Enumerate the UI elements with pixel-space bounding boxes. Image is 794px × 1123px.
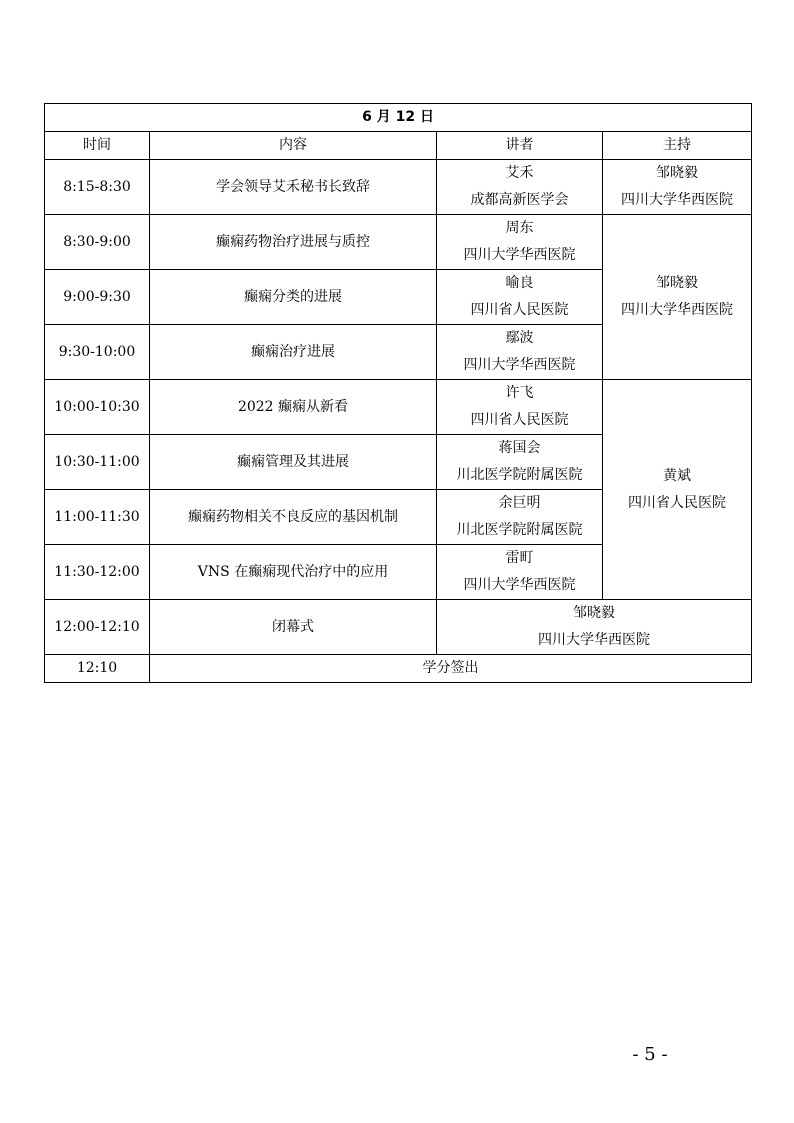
time-cell: 11:00-11:30 xyxy=(45,490,150,545)
page-number: - 5 - xyxy=(632,1044,668,1065)
topic-cell: 学分签出 xyxy=(150,655,752,683)
table-row xyxy=(45,380,752,435)
time-cell: 12:10 xyxy=(45,655,150,683)
date-title: 6 月 12 日 xyxy=(45,104,752,132)
host-cell xyxy=(603,160,752,215)
speaker-host-cell xyxy=(437,600,752,655)
speaker-name: 许飞 xyxy=(505,385,534,401)
speaker-org: 四川大学华西医院 xyxy=(463,577,576,593)
speaker-name: 周东 xyxy=(505,220,534,236)
speaker-cell xyxy=(437,270,603,325)
time-cell: 10:00-10:30 xyxy=(45,380,150,435)
speaker-org: 四川省人民医院 xyxy=(470,302,569,318)
speaker-cell xyxy=(437,325,603,380)
speaker-org: 川北医学院附属医院 xyxy=(456,467,583,483)
speaker-cell xyxy=(437,490,603,545)
host-org: 四川大学华西医院 xyxy=(621,192,734,208)
speaker-org: 四川大学华西医院 xyxy=(463,357,576,373)
schedule-table xyxy=(44,103,752,683)
speaker-name: 艾禾 xyxy=(505,165,534,181)
time-cell: 8:30-9:00 xyxy=(45,215,150,270)
speaker-name: 鄢波 xyxy=(505,330,534,346)
header-speaker: 讲者 xyxy=(437,132,603,160)
time-cell: 10:30-11:00 xyxy=(45,435,150,490)
table-row xyxy=(45,160,752,215)
time-cell: 8:15-8:30 xyxy=(45,160,150,215)
speaker-name: 雷町 xyxy=(505,550,534,566)
time-cell: 9:30-10:00 xyxy=(45,325,150,380)
header-content: 内容 xyxy=(150,132,437,160)
speaker-name: 喻良 xyxy=(505,275,534,291)
host-cell xyxy=(603,215,752,380)
speaker-cell xyxy=(437,545,603,600)
speaker-cell xyxy=(437,215,603,270)
host-cell xyxy=(603,380,752,600)
header-row xyxy=(45,132,752,160)
speaker-org: 成都高新医学会 xyxy=(470,192,569,208)
time-cell: 9:00-9:30 xyxy=(45,270,150,325)
speaker-name: 邹晓毅 xyxy=(573,605,616,621)
topic-cell: 癫痫药物治疗进展与质控 xyxy=(150,215,437,270)
host-org: 四川省人民医院 xyxy=(628,494,727,511)
speaker-cell xyxy=(437,160,603,215)
speaker-name: 余巨明 xyxy=(498,495,541,511)
host-name: 邹晓毅 xyxy=(656,165,699,181)
speaker-cell xyxy=(437,380,603,435)
topic-cell: 闭幕式 xyxy=(150,600,437,655)
time-cell: 11:30-12:00 xyxy=(45,545,150,600)
date-title-row xyxy=(45,104,752,132)
table-row xyxy=(45,215,752,270)
topic-cell: 癫痫药物相关不良反应的基因机制 xyxy=(150,490,437,545)
topic-cell: 癫痫治疗进展 xyxy=(150,325,437,380)
speaker-name: 蒋国会 xyxy=(498,440,541,456)
topic-cell: 2022 癫痫从新看 xyxy=(150,380,437,435)
host-name: 黄斌 xyxy=(663,467,692,484)
speaker-org: 四川大学华西医院 xyxy=(463,247,576,263)
table-row xyxy=(45,600,752,655)
time-cell: 12:00-12:10 xyxy=(45,600,150,655)
header-host: 主持 xyxy=(603,132,752,160)
header-time: 时间 xyxy=(45,132,150,160)
speaker-org: 四川省人民医院 xyxy=(470,412,569,428)
speaker-org: 川北医学院附属医院 xyxy=(456,522,583,538)
topic-cell: 癫痫分类的进展 xyxy=(150,270,437,325)
speaker-org: 四川大学华西医院 xyxy=(538,632,651,648)
table-row xyxy=(45,655,752,683)
topic-cell: 学会领导艾禾秘书长致辞 xyxy=(150,160,437,215)
topic-cell: 癫痫管理及其进展 xyxy=(150,435,437,490)
topic-cell: VNS 在癫痫现代治疗中的应用 xyxy=(150,545,437,600)
host-org: 四川大学华西医院 xyxy=(621,302,734,318)
host-name: 邹晓毅 xyxy=(656,275,699,291)
speaker-cell xyxy=(437,435,603,490)
